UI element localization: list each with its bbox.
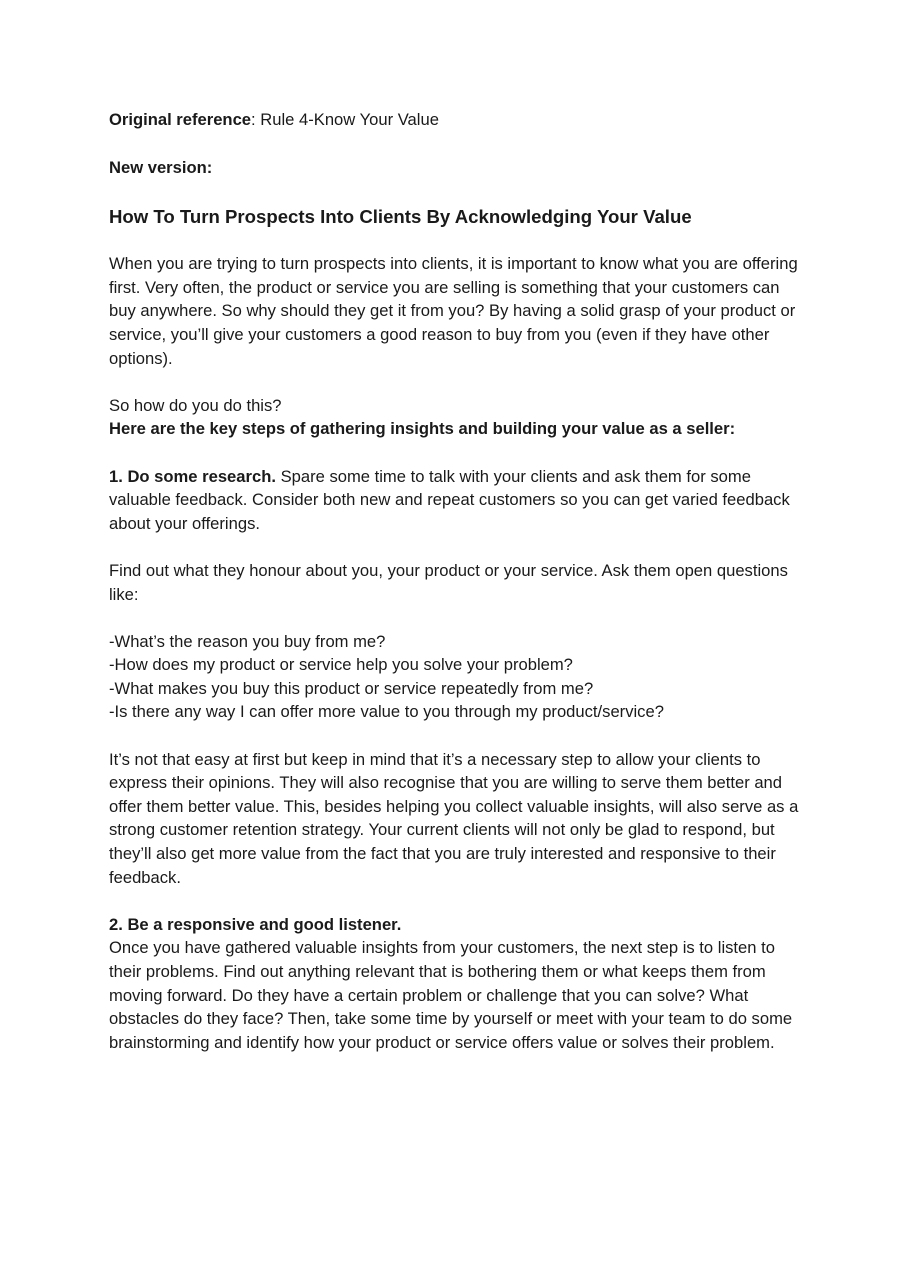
intro-paragraph: When you are trying to turn prospects into clients, it is important to know what you are offering first. Very often, the product or service you are selling is something that your customers can buy anywhere. So why should they get it from you? By having a solid grasp of your product or service, you’ll give your customers a good reason to buy from you (even if they have other options). bbox=[109, 254, 798, 368]
not-easy-paragraph: It’s not that easy at first but keep in mind that it’s a necessary step to allow your clients to express their opinions. They will also recognise that you are willing to serve them better and offer them better value. This, besides helping you collect valuable insights, will also serve as a strong customer retention strategy. Your current clients will not only be glad to respond, but they’ll also get more value from the fact that you are truly interested and responsive to their feedback. bbox=[109, 749, 799, 887]
question-item: -What’s the reason you buy from me? bbox=[109, 631, 386, 651]
step-1-heading: 1. Do some research. bbox=[109, 466, 276, 486]
questions-list bbox=[109, 630, 799, 724]
step-2-body: Once you have gathered valuable insights from your customers, the next step is to listen to their problems. Find out anything relevant that is bothering them or what keeps them from moving forward. Do they have a certain problem or challenge that you can solve? What obstacles do they face? Then, take some time by yourself or meet with your team to do some brainstorming and identify how your product or service offers value or solves their problem. bbox=[109, 938, 793, 1052]
step-1-body: Spare some time to talk with your clients and ask them for some valuable feedback. Consider both new and repeat customers so you can get varied feedback about your offerings. bbox=[109, 466, 790, 533]
how-question: So how do you do this? bbox=[109, 395, 282, 415]
new-version-label: New version: bbox=[109, 157, 213, 177]
document-title: How To Turn Prospects Into Clients By Acknowledging Your Value bbox=[109, 206, 692, 228]
step-1-paragraph bbox=[109, 465, 799, 536]
original-reference-line bbox=[109, 108, 799, 132]
question-item: -How does my product or service help you solve your problem? bbox=[109, 655, 573, 675]
question-item: -What makes you buy this product or service repeatedly from me? bbox=[109, 678, 594, 698]
original-reference-value: Rule 4-Know Your Value bbox=[260, 110, 439, 129]
question-item: -Is there any way I can offer more value to you through my product/service? bbox=[109, 702, 664, 722]
original-reference-label: Original reference bbox=[109, 110, 252, 129]
original-reference-separator: : bbox=[251, 110, 261, 129]
step-2-heading: 2. Be a responsive and good listener. bbox=[109, 914, 402, 934]
find-out-paragraph: Find out what they honour about you, your product or your service. Ask them open questions like: bbox=[109, 560, 788, 604]
key-steps-heading: Here are the key steps of gathering insights and building your value as a seller: bbox=[109, 419, 736, 439]
document-page bbox=[109, 108, 799, 1078]
